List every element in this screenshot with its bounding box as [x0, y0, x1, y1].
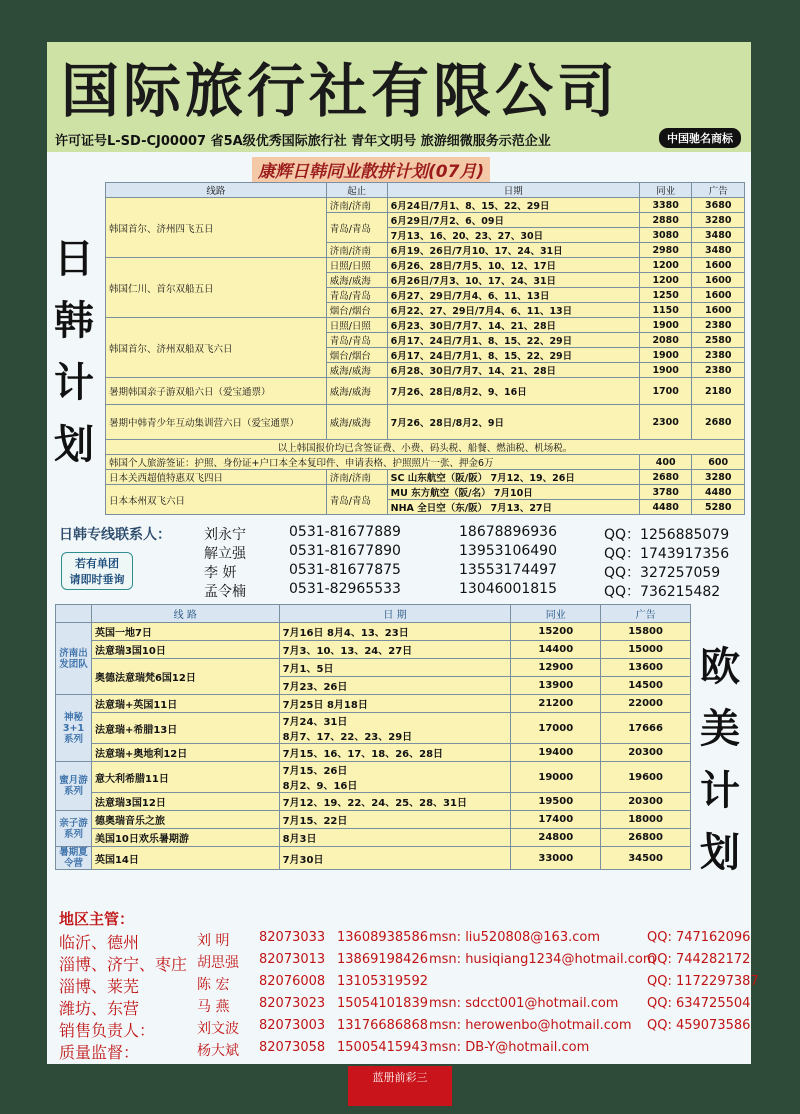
contact-qq: QQ：327257059	[604, 565, 721, 581]
date-line: 7月3、10、13、24、27日	[282, 646, 413, 657]
trade-price: 3080	[639, 228, 692, 243]
manager-mobile: 13608938586	[337, 930, 428, 945]
date-cell	[279, 677, 511, 695]
manager-qq: QQ: 747162096	[647, 930, 751, 945]
jk-body	[106, 198, 745, 515]
contact-mobile: 13553174497	[459, 562, 557, 578]
date-cell	[279, 695, 511, 713]
ad-price: 2580	[692, 333, 745, 348]
region-area: 淄博、莱芜	[59, 977, 140, 996]
route-cell: 法意瑞3国10日	[91, 641, 279, 659]
manager-phone: 82073058	[259, 1040, 326, 1055]
date-cell	[279, 829, 511, 847]
origin-cell: 青岛/青岛	[326, 333, 387, 348]
contact-name: 解立强	[204, 546, 246, 562]
table-header: 线路 起止 日期 同业 广告	[106, 183, 745, 198]
date-cell: 6月22、27、29日/7月4、6、11、13日	[387, 303, 639, 318]
group-label: 济南出发团队	[56, 623, 92, 695]
date-line: 7月15、22日	[282, 816, 348, 827]
route-cell: 日本本州双飞六日	[106, 485, 327, 515]
group-label: 亲子游系列	[56, 811, 92, 847]
trade-price: 1250	[639, 288, 692, 303]
ad-price: 3280	[692, 470, 745, 485]
manager-phone: 82073003	[259, 1018, 326, 1033]
trade-price: 1900	[639, 348, 692, 363]
date-line: 7月16日 8月4、13、23日	[282, 628, 409, 639]
date-cell	[279, 793, 511, 811]
date-cell: 6月24日/7月1、8、15、22、29日	[387, 198, 639, 213]
route-cell: 法意瑞+奥地利12日	[91, 744, 279, 762]
date-cell: 6月17、24日/7月1、8、15、22、29日	[387, 333, 639, 348]
trade-price: 1200	[639, 258, 692, 273]
manager-qq: QQ: 459073586	[647, 1018, 751, 1033]
contact-phone: 0531-82965533	[289, 581, 401, 597]
manager-msn: msn: liu520808@163.com	[429, 930, 600, 945]
origin-cell: 威海/威海	[326, 273, 387, 288]
manager-phone: 82073013	[259, 952, 326, 967]
date-line: 8月2、9、16日	[282, 781, 358, 792]
route-cell: 暑期韩国亲子游双船六日（爱宝通票）	[106, 378, 327, 405]
ad-price: 13600	[601, 659, 691, 677]
contacts-label: 日韩专线联系人：	[59, 527, 171, 543]
ad-price: 20300	[601, 744, 691, 762]
region-area: 临沂、德州	[59, 933, 140, 952]
trade-price: 3780	[639, 485, 692, 500]
route-cell: 日本关西超值特惠双飞四日	[106, 470, 327, 485]
table-row	[106, 198, 745, 213]
table-row	[56, 641, 691, 659]
manager-mobile: 15054101839	[337, 996, 428, 1011]
manager-qq: QQ: 634725504	[647, 996, 751, 1011]
route-cell: 韩国仁川、首尔双船五日	[106, 258, 327, 318]
table-row	[106, 405, 745, 440]
route-cell: 韩国首尔、济州四飞五日	[106, 198, 327, 258]
trade-price: 19000	[511, 762, 601, 793]
table-row	[106, 378, 745, 405]
trade-price: 14400	[511, 641, 601, 659]
jk-table	[105, 182, 745, 515]
region-area: 质量监督：	[59, 1043, 140, 1062]
origin-cell: 威海/威海	[326, 378, 387, 405]
contact-qq: QQ：736215482	[604, 584, 721, 600]
trade-price: 19500	[511, 793, 601, 811]
ad-price: 2380	[692, 348, 745, 363]
urgent-inquiry-note	[61, 552, 133, 590]
origin-cell: 青岛/青岛	[326, 213, 387, 243]
route-cell: 英国一地7日	[91, 623, 279, 641]
trade-price: 3380	[639, 198, 692, 213]
trade-price: 2680	[639, 470, 692, 485]
ad-price: 3480	[692, 228, 745, 243]
jk-side-label: 日 韩 计 划	[54, 236, 94, 468]
ad-price: 4480	[692, 485, 745, 500]
table-row	[56, 762, 691, 793]
route-cell: 意大利希腊11日	[91, 762, 279, 793]
origin-cell: 威海/威海	[326, 405, 387, 440]
ad-price: 14500	[601, 677, 691, 695]
trade-price: 2080	[639, 333, 692, 348]
trade-price: 12900	[511, 659, 601, 677]
manager-phone: 82076008	[259, 974, 326, 989]
contact-phone: 0531-81677889	[289, 524, 401, 540]
jk-plan-title: 康辉日韩同业散拼计划(07月)	[252, 157, 490, 182]
table-row	[56, 659, 691, 677]
footer-tag: 蓝册前彩三	[348, 1066, 452, 1106]
ad-price: 5280	[692, 500, 745, 515]
eu-side-label: 欧 美 计 划	[700, 644, 740, 876]
date-cell: 6月27、29日/7月4、6、11、13日	[387, 288, 639, 303]
region-area: 潍坊、东营	[59, 999, 140, 1018]
route-cell: 法意瑞+英国11日	[91, 695, 279, 713]
date-cell	[279, 847, 511, 870]
trade-price: 2300	[639, 405, 692, 440]
trade-price: 15200	[511, 623, 601, 641]
date-cell	[279, 811, 511, 829]
manager-mobile: 13176686868	[337, 1018, 428, 1033]
contact-qq: QQ：1256885079	[604, 527, 730, 543]
contact-name: 孟令楠	[204, 584, 246, 600]
trade-price: 33000	[511, 847, 601, 870]
table-row	[56, 695, 691, 713]
date-cell: 6月19、26日/7月10、17、24、31日	[387, 243, 639, 258]
trade-price: 2880	[639, 213, 692, 228]
table-row	[106, 318, 745, 333]
contact-mobile: 13046001815	[459, 581, 557, 597]
group-label: 暑期夏令营	[56, 847, 92, 870]
table-row	[106, 455, 745, 470]
table-row	[106, 470, 745, 485]
manager-msn: msn: DB-Y@hotmail.com	[429, 1040, 590, 1055]
origin-cell: 济南/济南	[326, 470, 387, 485]
region-area: 淄博、济宁、枣庄	[59, 955, 188, 974]
trade-price: 1900	[639, 318, 692, 333]
date-cell: 6月28、30日/7月7、14、21、28日	[387, 363, 639, 378]
manager-msn: msn: herowenbo@hotmail.com	[429, 1018, 632, 1033]
contact-phone: 0531-81677875	[289, 562, 401, 578]
date-cell	[279, 744, 511, 762]
date-cell: 6月17、24日/7月1、8、15、22、29日	[387, 348, 639, 363]
manager-qq: QQ: 744282172	[647, 952, 751, 967]
eu-table	[55, 604, 691, 870]
manager-mobile: 13869198426	[337, 952, 428, 967]
trade-price: 400	[639, 455, 692, 470]
table-row	[106, 485, 745, 500]
origin-cell: 济南/济南	[326, 198, 387, 213]
urgent-line: 请即时垂询	[69, 573, 125, 586]
brochure-page	[47, 42, 759, 1064]
regional-title: 地区主管：	[59, 910, 135, 928]
ad-price: 2380	[692, 318, 745, 333]
date-line: 7月24、31日	[282, 717, 348, 728]
trade-price: 17000	[511, 713, 601, 744]
origin-cell: 烟台/烟台	[326, 348, 387, 363]
manager-phone: 82073033	[259, 930, 326, 945]
contact-mobile: 18678896936	[459, 524, 557, 540]
table-row	[56, 713, 691, 744]
manager-name: 马 燕	[197, 999, 230, 1015]
urgent-line: 若有单团	[75, 557, 119, 570]
ad-price: 19600	[601, 762, 691, 793]
route-cell: 德奥瑞音乐之旅	[91, 811, 279, 829]
manager-name: 杨大斌	[197, 1043, 239, 1059]
date-line: 7月15、26日	[282, 766, 348, 777]
trade-price: 24800	[511, 829, 601, 847]
route-cell: 美国10日欢乐暑期游	[91, 829, 279, 847]
trade-price: 1150	[639, 303, 692, 318]
date-cell: 6月23、30日/7月7、14、21、28日	[387, 318, 639, 333]
route-cell: 韩国首尔、济州双船双飞六日	[106, 318, 327, 378]
trade-price: 17400	[511, 811, 601, 829]
date-cell: MU 东方航空（阪/名） 7月10日	[387, 485, 639, 500]
ad-price: 600	[692, 455, 745, 470]
ad-price: 2380	[692, 363, 745, 378]
contact-mobile: 13953106490	[459, 543, 557, 559]
manager-name: 胡思强	[197, 955, 239, 971]
region-area: 销售负责人：	[59, 1021, 156, 1040]
route-cell: 暑期中韩青少年互动集训营六日（爱宝通票）	[106, 405, 327, 440]
ad-price: 3680	[692, 198, 745, 213]
origin-cell: 威海/威海	[326, 363, 387, 378]
date-line: 7月23、26日	[282, 682, 348, 693]
table-row	[106, 258, 745, 273]
contact-phone: 0531-81677890	[289, 543, 401, 559]
ad-price: 15800	[601, 623, 691, 641]
date-cell: 7月13、16、20、23、27、30日	[387, 228, 639, 243]
eu-body	[56, 623, 691, 870]
manager-phone: 82073023	[259, 996, 326, 1011]
trade-price: 4480	[639, 500, 692, 515]
date-cell: NHA 全日空（东/阪） 7月13、27日	[387, 500, 639, 515]
date-cell: 6月29日/7月2、6、09日	[387, 213, 639, 228]
ad-price: 3280	[692, 213, 745, 228]
date-cell	[279, 713, 511, 744]
trade-price: 1700	[639, 378, 692, 405]
route-cell: 法意瑞+希腊13日	[91, 713, 279, 744]
date-line: 8月7、17、22、23、29日	[282, 732, 413, 743]
table-row	[56, 623, 691, 641]
ad-price: 1600	[692, 258, 745, 273]
visa-info: 韩国个人旅游签证：护照、身份证+户口本全本复印件、申请表格、护照照片一张、押金6万	[106, 455, 640, 470]
price-note: 以上韩国报价均已含签证费、小费、码头税、船餐、燃油税、机场税。	[106, 440, 745, 455]
route-cell: 奥德法意瑞梵6国12日	[91, 659, 279, 695]
manager-qq: QQ: 1172297387	[647, 974, 759, 989]
trade-price: 13900	[511, 677, 601, 695]
origin-cell: 日照/日照	[326, 318, 387, 333]
origin-cell: 济南/济南	[326, 243, 387, 258]
table-row	[56, 811, 691, 829]
ad-price: 2180	[692, 378, 745, 405]
route-cell: 英国14日	[91, 847, 279, 870]
date-cell: 7月26、28日/8月2、9日	[387, 405, 639, 440]
company-title: 国际旅行社有限公司	[61, 57, 620, 125]
origin-cell: 烟台/烟台	[326, 303, 387, 318]
date-line: 7月30日	[282, 854, 324, 866]
manager-mobile: 13105319592	[337, 974, 428, 989]
date-cell	[279, 659, 511, 677]
contact-name: 刘永宁	[204, 527, 246, 543]
table-row	[56, 744, 691, 762]
trade-price: 2980	[639, 243, 692, 258]
date-cell	[279, 641, 511, 659]
ad-price: 22000	[601, 695, 691, 713]
table-row	[56, 829, 691, 847]
ad-price: 1600	[692, 288, 745, 303]
ad-price: 20300	[601, 793, 691, 811]
route-cell: 法意瑞3国12日	[91, 793, 279, 811]
manager-msn: msn: husiqiang1234@hotmail.com	[429, 952, 656, 967]
license-line: 许可证号L-SD-CJ00007 省5A级优秀国际旅行社 青年文明号 旅游细微服务示范企业	[55, 134, 551, 149]
date-cell: 6月26日/7月3、10、17、24、31日	[387, 273, 639, 288]
table-row	[56, 793, 691, 811]
table-row	[106, 440, 745, 455]
ad-price: 34500	[601, 847, 691, 870]
manager-mobile: 15005415943	[337, 1040, 428, 1055]
trade-price: 19400	[511, 744, 601, 762]
date-cell: 6月26、28日/7月5、10、12、17日	[387, 258, 639, 273]
ad-price: 1600	[692, 273, 745, 288]
ad-price: 1600	[692, 303, 745, 318]
manager-msn: msn: sdcct001@hotmail.com	[429, 996, 619, 1011]
trade-price: 21200	[511, 695, 601, 713]
date-line: 7月15、16、17、18、26、28日	[282, 749, 444, 760]
date-line: 7月12、19、22、24、25、28、31日	[282, 798, 467, 809]
origin-cell: 青岛/青岛	[326, 288, 387, 303]
manager-name: 刘文波	[197, 1021, 239, 1037]
date-cell	[279, 762, 511, 793]
date-cell: 7月26、28日/8月2、9、16日	[387, 378, 639, 405]
ad-price: 3480	[692, 243, 745, 258]
ad-price: 15000	[601, 641, 691, 659]
origin-cell: 日照/日照	[326, 258, 387, 273]
ad-price: 17666	[601, 713, 691, 744]
header	[47, 42, 751, 152]
table-row	[56, 847, 691, 870]
date-cell	[279, 623, 511, 641]
ad-price: 18000	[601, 811, 691, 829]
ad-price: 2680	[692, 405, 745, 440]
trade-price: 1900	[639, 363, 692, 378]
group-label: 神秘3+1系列	[56, 695, 92, 762]
trade-price: 1200	[639, 273, 692, 288]
group-label: 蜜月游系列	[56, 762, 92, 811]
table-header: 线 路 日 期 同业 广告	[56, 605, 691, 623]
date-line: 7月25日 8月18日	[282, 700, 368, 711]
date-cell: SC 山东航空（阪/阪） 7月12、19、26日	[387, 470, 639, 485]
manager-name: 刘 明	[197, 933, 230, 949]
date-line: 8月3日	[282, 834, 317, 845]
contact-qq: QQ：1743917356	[604, 546, 730, 562]
origin-cell: 青岛/青岛	[326, 485, 387, 515]
manager-name: 陈 宏	[197, 977, 230, 993]
contact-name: 李 妍	[204, 565, 237, 581]
ad-price: 26800	[601, 829, 691, 847]
date-line: 7月1、5日	[282, 664, 334, 675]
trademark-badge: 中国驰名商标	[659, 128, 741, 148]
